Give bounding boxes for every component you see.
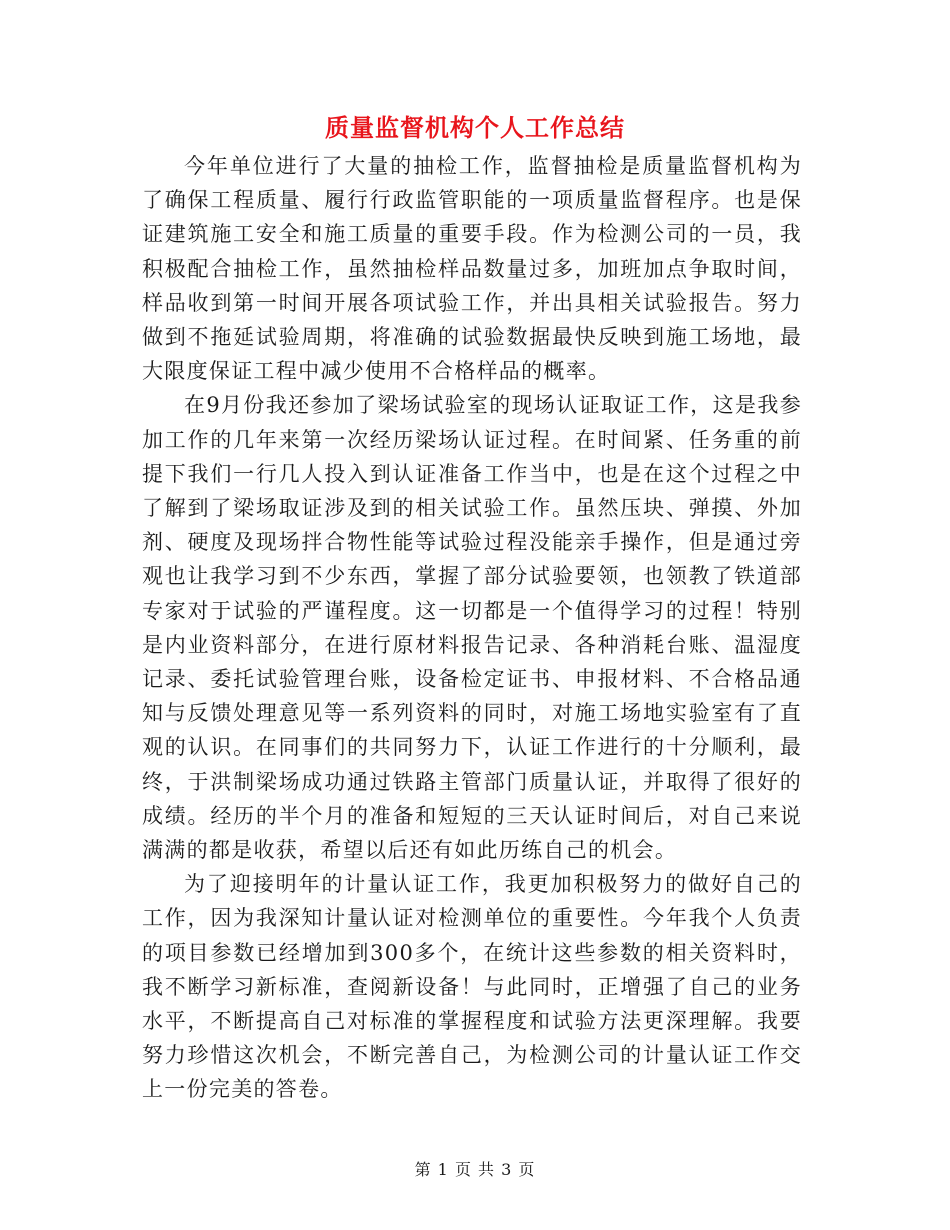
- page-number-label: 第 1 页 共 3 页: [414, 1160, 536, 1179]
- document-body: [142, 149, 802, 1107]
- document-title: 质量监督机构个人工作总结: [325, 113, 625, 142]
- page-footer: [0, 1157, 950, 1180]
- paragraph-1: 今年单位进行了大量的抽检工作，监督抽检是质量监督机构为了确保工程质量、履行行政监管职能的一项质量监督程序。也是保证建筑施工安全和施工质量的重要手段。作为检测公司的一员，我积极配合抽检工作，虽然抽检样品数量过多，加班加点争取时间，样品收到第一时间开展各项试验工作，并出具相关试验报告。努力做到不拖延试验周期，将准确的试验数据最快反映到施工场地，最大限度保证工程中减少使用不合格样品的概率。: [142, 154, 802, 384]
- paragraph-2: 在9月份我还参加了梁场试验室的现场认证取证工作，这是我参加工作的几年来第一次经历梁场认证过程。在时间紧、任务重的前提下我们一行几人投入到认证准备工作当中，也是在这个过程之中了解到了梁场取证涉及到的相关试验工作。虽然压块、弹摸、外加剂、硬度及现场拌合物性能等试验过程没能亲手操作，但是通过旁观也让我学习到不少东西，掌握了部分试验要领，也领教了铁道部专家对于试验的严谨程度。这一切都是一个值得学习的过程！特别是内业资料部分，在进行原材料报告记录、各种消耗台账、温湿度记录、委托试验管理台账，设备检定证书、申报材料、不合格品通知与反馈处理意见等一系列资料的同时，对施工场地实验室有了直观的认识。在同事们的共同努力下，认证工作进行的十分顺利，最终，于洪制梁场成功通过铁路主管部门质量认证，并取得了很好的成绩。经历的半个月的准备和短短的三天认证时间后，对自己来说满满的都是收获，希望以后还有如此历练自己的机会。: [142, 393, 802, 863]
- paragraph-3: 为了迎接明年的计量认证工作，我更加积极努力的做好自己的工作，因为我深知计量认证对检测单位的重要性。今年我个人负责的项目参数已经增加到300多个，在统计这些参数的相关资料时，我不断学习新标准，查阅新设备！与此同时，正增强了自己的业务水平，不断提高自己对标准的掌握程度和试验方法更深理解。我要努力珍惜这次机会，不断完善自己，为检测公司的计量认证工作交上一份完美的答卷。: [142, 872, 802, 1102]
